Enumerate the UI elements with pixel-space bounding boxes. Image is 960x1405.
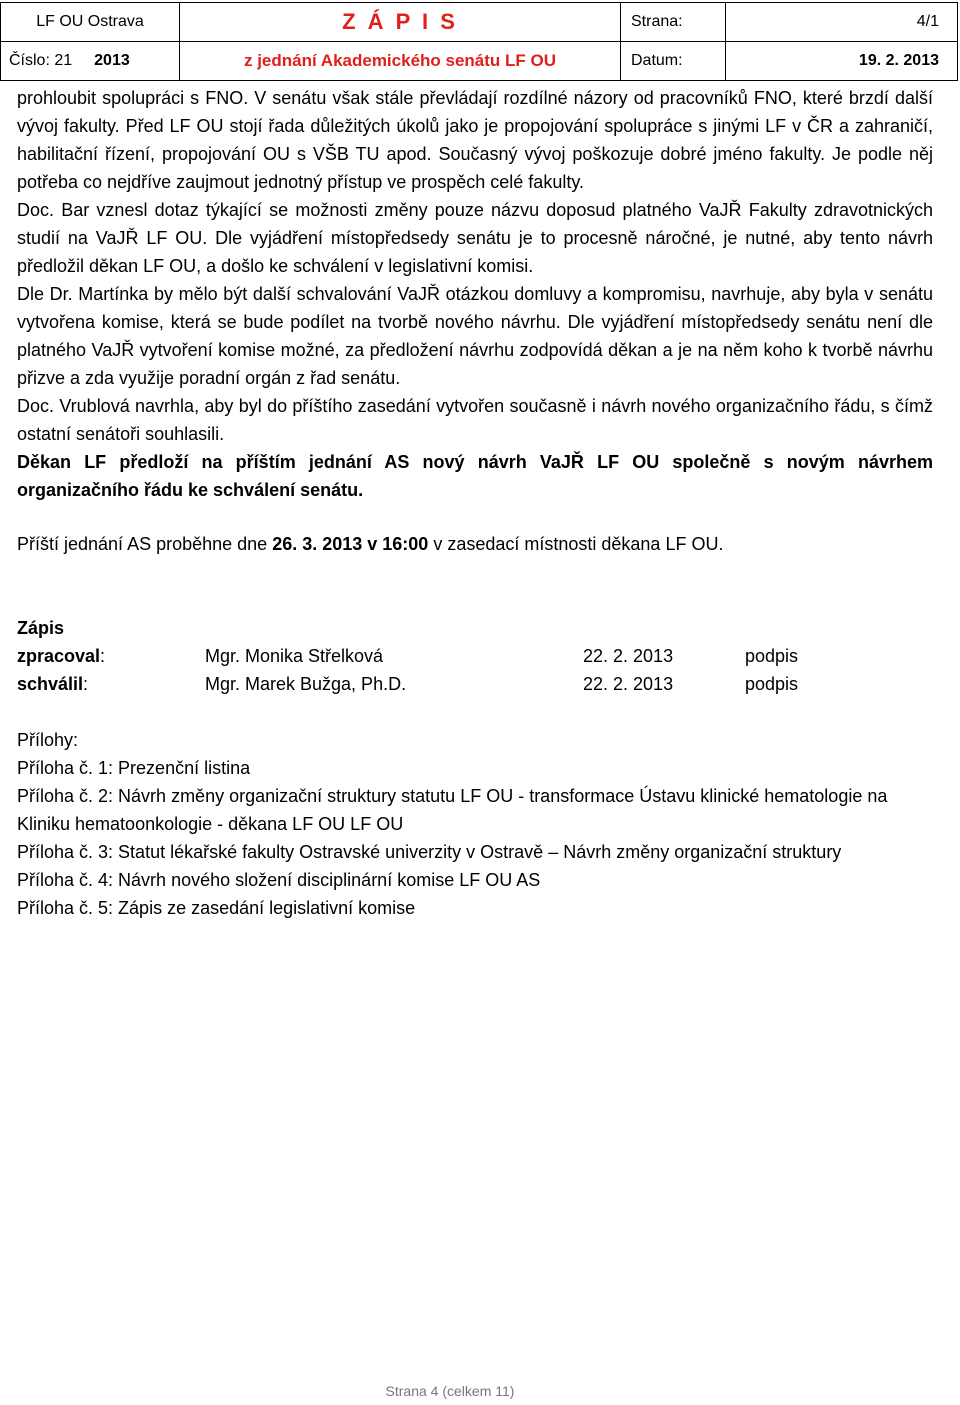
paragraph-1: prohloubit spolupráci s FNO. V senátu však stále převládají rozdílné názory od pracovníků FNO, které brzdí další vývoj fakulty. Před LF OU stojí řada důležitých úkolů jako je propojování spolupráce s jinými LF v ČR a zahraničí, habilitační řízení, propojování OU s VŠB TU apod. Současný vývoj poškozuje dobré jméno fakulty. Je podle něj potřeba co nejdříve zaujmout jednotný přístup ve prospěch celé fakulty. xyxy=(17,88,933,192)
date-value: 19. 2. 2013 xyxy=(726,42,958,81)
page-label: Strana: xyxy=(621,3,726,42)
page-value: 4/1 xyxy=(726,3,958,42)
signature-date: 22. 2. 2013 xyxy=(583,674,674,694)
signature-name: Mgr. Monika Střelková xyxy=(205,646,384,666)
page-footer: Strana 4 (celkem 11) xyxy=(385,1383,515,1399)
next-meeting-suffix: v zasedací místnosti děkana LF OU. xyxy=(428,534,724,554)
attachment-item: Příloha č. 4: Návrh nového složení disciplinární komise LF OU AS xyxy=(17,870,541,890)
number-label: Číslo: 21 xyxy=(9,52,73,69)
next-meeting-prefix: Příští jednání AS proběhne dne xyxy=(17,534,273,554)
signature-sep: : xyxy=(83,674,89,694)
header-number xyxy=(1,42,180,81)
signature-sep: : xyxy=(100,646,106,666)
next-meeting-date: 26. 3. 2013 v 16:00 xyxy=(272,534,429,554)
signature-role: schválil xyxy=(17,674,84,694)
paragraph-2: Doc. Bar vznesl dotaz týkající se možnosti změny pouze názvu doposud platného VaJŘ Fakulty zdravotnických studií na VaJŘ LF OU. Dle vyjádření místopředsedy senátu je to procesně náročné, je nutné, aby tento návrh předložil děkan LF OU, a došlo ke schválení v legislativní komisi. xyxy=(17,200,933,276)
signature-row xyxy=(17,670,798,698)
header-subtitle xyxy=(180,42,621,81)
next-meeting xyxy=(17,530,933,558)
attachment-item: Příloha č. 5: Zápis ze zasedání legislativní komise xyxy=(17,898,416,918)
signature-heading: Zápis xyxy=(17,618,65,638)
document-header xyxy=(0,2,958,81)
signature-date: 22. 2. 2013 xyxy=(583,646,674,666)
document-body xyxy=(17,84,933,922)
attachments-heading: Přílohy: xyxy=(17,730,79,750)
attachment-item: Příloha č. 2: Návrh změny organizační struktury statutu LF OU - transformace Ústavu klinické hematologie na Kliniku hematoonkologie - děkana LF OU LF OU xyxy=(17,786,888,834)
resolution-paragraph: Děkan LF předloží na příštím jednání AS nový návrh VaJŘ LF OU společně s novým návrhem organizačního řádu ke schválení senátu. xyxy=(17,452,933,500)
spacer xyxy=(17,558,933,614)
document-title: Z Á P I S xyxy=(342,9,458,34)
spacer xyxy=(17,504,933,530)
attachment-item: Příloha č. 1: Prezenční listina xyxy=(17,758,251,778)
attachment-item: Příloha č. 3: Statut lékařské fakulty Ostravské univerzity v Ostravě – Návrh změny organizační struktury xyxy=(17,842,842,862)
paragraph-4: Doc. Vrublová navrhla, aby byl do příštího zasedání vytvořen současně i návrh nového organizačního řádu, s čímž ostatní senátoři souhlasili. xyxy=(17,396,933,444)
number-year: 2013 xyxy=(94,52,130,69)
signature-name: Mgr. Marek Bužga, Ph.D. xyxy=(205,674,407,694)
header-org: LF OU Ostrava xyxy=(1,3,180,42)
signature-table xyxy=(17,642,798,698)
document-subtitle: z jednání Akademického senátu LF OU xyxy=(243,51,557,70)
spacer xyxy=(17,698,933,726)
paragraph-3: Dle Dr. Martínka by mělo být další schvalování VaJŘ otázkou domluvy a kompromisu, navrhuje, aby byla v senátu vytvořena komise, která se bude podílet na tvorbě nového návrhu. Dle vyjádření místopředsedy senátu není dle platného VaJŘ vytvoření komise možné, za předložení návrhu zodpovídá děkan a je na něm koho k tvorbě návrhu přizve a zda využije poradní orgán z řad senátu. xyxy=(17,284,933,388)
date-label: Datum: xyxy=(621,42,726,81)
signature-row xyxy=(17,642,798,670)
signature-sign: podpis xyxy=(745,646,799,666)
signature-sign: podpis xyxy=(745,674,799,694)
signature-role: zpracoval xyxy=(17,646,101,666)
header-title xyxy=(180,3,621,42)
